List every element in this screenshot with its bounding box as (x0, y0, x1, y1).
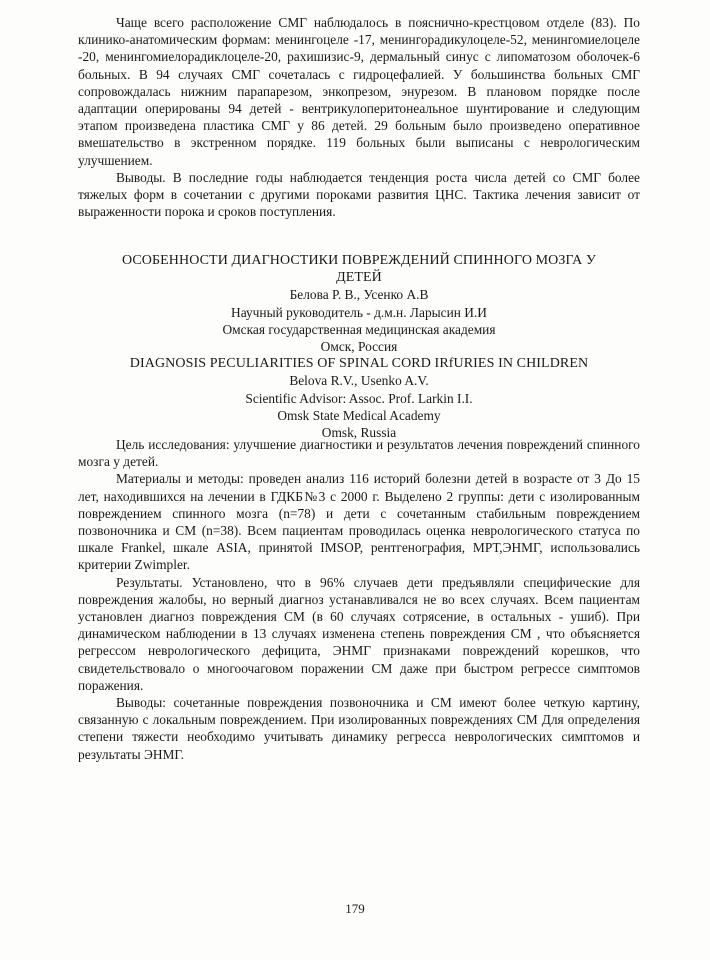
article-title-en: DIAGNOSIS PECULIARITIES OF SPINAL CORD IRfURIES IN CHILDREN (129, 356, 589, 372)
institution-ru: Омская государственная медицинская академия (222, 321, 496, 337)
page-number: 179 (345, 901, 365, 916)
paragraph-aim: Цель исследования: улучшение диагностики и результатов лечения повреждений спинного мозга у детей. (78, 437, 640, 470)
intro-paragraph-results: Чаще всего расположение СМГ наблюдалось в пояснично-крестцовом отделе (83). По клинико-анатомическим формам: менингоцеле -17, менингорадикулоцеле-52, менингомиелоцеле -20, менингомиелорадиклоцеле-20, рахишизис-9, дермальный синус с липоматозом оболочек-6 больных. В 94 случаях СМГ сочеталась с гидроцефалией. У большинства больных СМГ сопровождалась нижним парапарезом, энкопрезом, энурезом. В плановом порядке после адаптации оперированы 94 детей - вентрикулоперитонеальное шунтирование и следующим этапом произведена пластика СМГ у 86 детей. 29 больным было произведено оперативное вмешательство в экстренном порядке. 119 больных были выписаны с неврологическим улучшением. (78, 15, 640, 168)
intro-paragraph-conclusions: Выводы. В последние годы наблюдается тенденция роста числа детей со СМГ более тяжелых форм в сочетании с другими пороками развития ЦНС. Тактика лечения зависит от выраженности порока и сроков поступления. (78, 169, 640, 220)
city-en: Omsk, Russia (321, 425, 397, 441)
city-ru: Омск, Россия (320, 339, 398, 355)
advisor-ru: Научный руководитель - д.м.н. Ларысин И.И (231, 304, 487, 320)
advisor-en: Scientific Advisor: Assoc. Prof. Larkin I.I. (245, 390, 473, 406)
intro-section (78, 14, 640, 220)
paragraph-methods: Материалы и методы: проведен анализ 116 историй болезни детей в возрасте от 3 До 15 лет, находившихся на лечении в ГДКБ№3 с 2000 г. Выделено 2 группы: дети с изолированным повреждением спинного мозга (n=78) и дети с сочетанным стабильным повреждением позвоночника и СМ (n=38). Всем пациентам проводилась оценка неврологического статуса по шкале Frankel, шкале ASIA, принятой IMSOP, рентгенография, МРТ,ЭНМГ, использовались критерии Zwimpler. (78, 471, 640, 573)
article-title-ru-line2: ДЕТЕЙ (336, 270, 382, 286)
article-header (78, 252, 640, 441)
paragraph-conclusions: Выводы: сочетанные повреждения позвоночника и СМ имеют более четкую картину, связанную с локальным повреждением. При изолированных повреждениях СМ Для определения степени тяжести необходимо учитывать динамику регресса неврологических симптомов и результаты ЭНМГ. (78, 695, 640, 762)
authors-en: Belova R.V., Usenko A.V. (289, 373, 429, 389)
article-body (78, 436, 640, 763)
authors-ru: Белова Р. В., Усенко А.В (289, 287, 429, 303)
paragraph-results: Результаты. Установлено, что в 96% случаев дети предъявляли специфические для повреждения жалобы, но верный диагноз устанавливался не во всех случаях. Всем пациентам установлен диагноз повреждения СМ (в 60 случаях сотрясение, в остальных - ушиб). При динамическом наблюдении в 13 случаях изменена степень повреждения СМ , что объясняется регрессом неврологического дефицита, ЭНМГ признаками повреждений корешков, что свидетельствовало о многоочаговом поражении СМ даже при быстром регрессе симптомов поражения. (78, 574, 640, 693)
article-title-ru-line1: ОСОБЕННОСТИ ДИАГНОСТИКИ ПОВРЕЖДЕНИЙ СПИННОГО МОЗГА У (121, 253, 596, 268)
institution-en: Omsk State Medical Academy (277, 407, 441, 423)
